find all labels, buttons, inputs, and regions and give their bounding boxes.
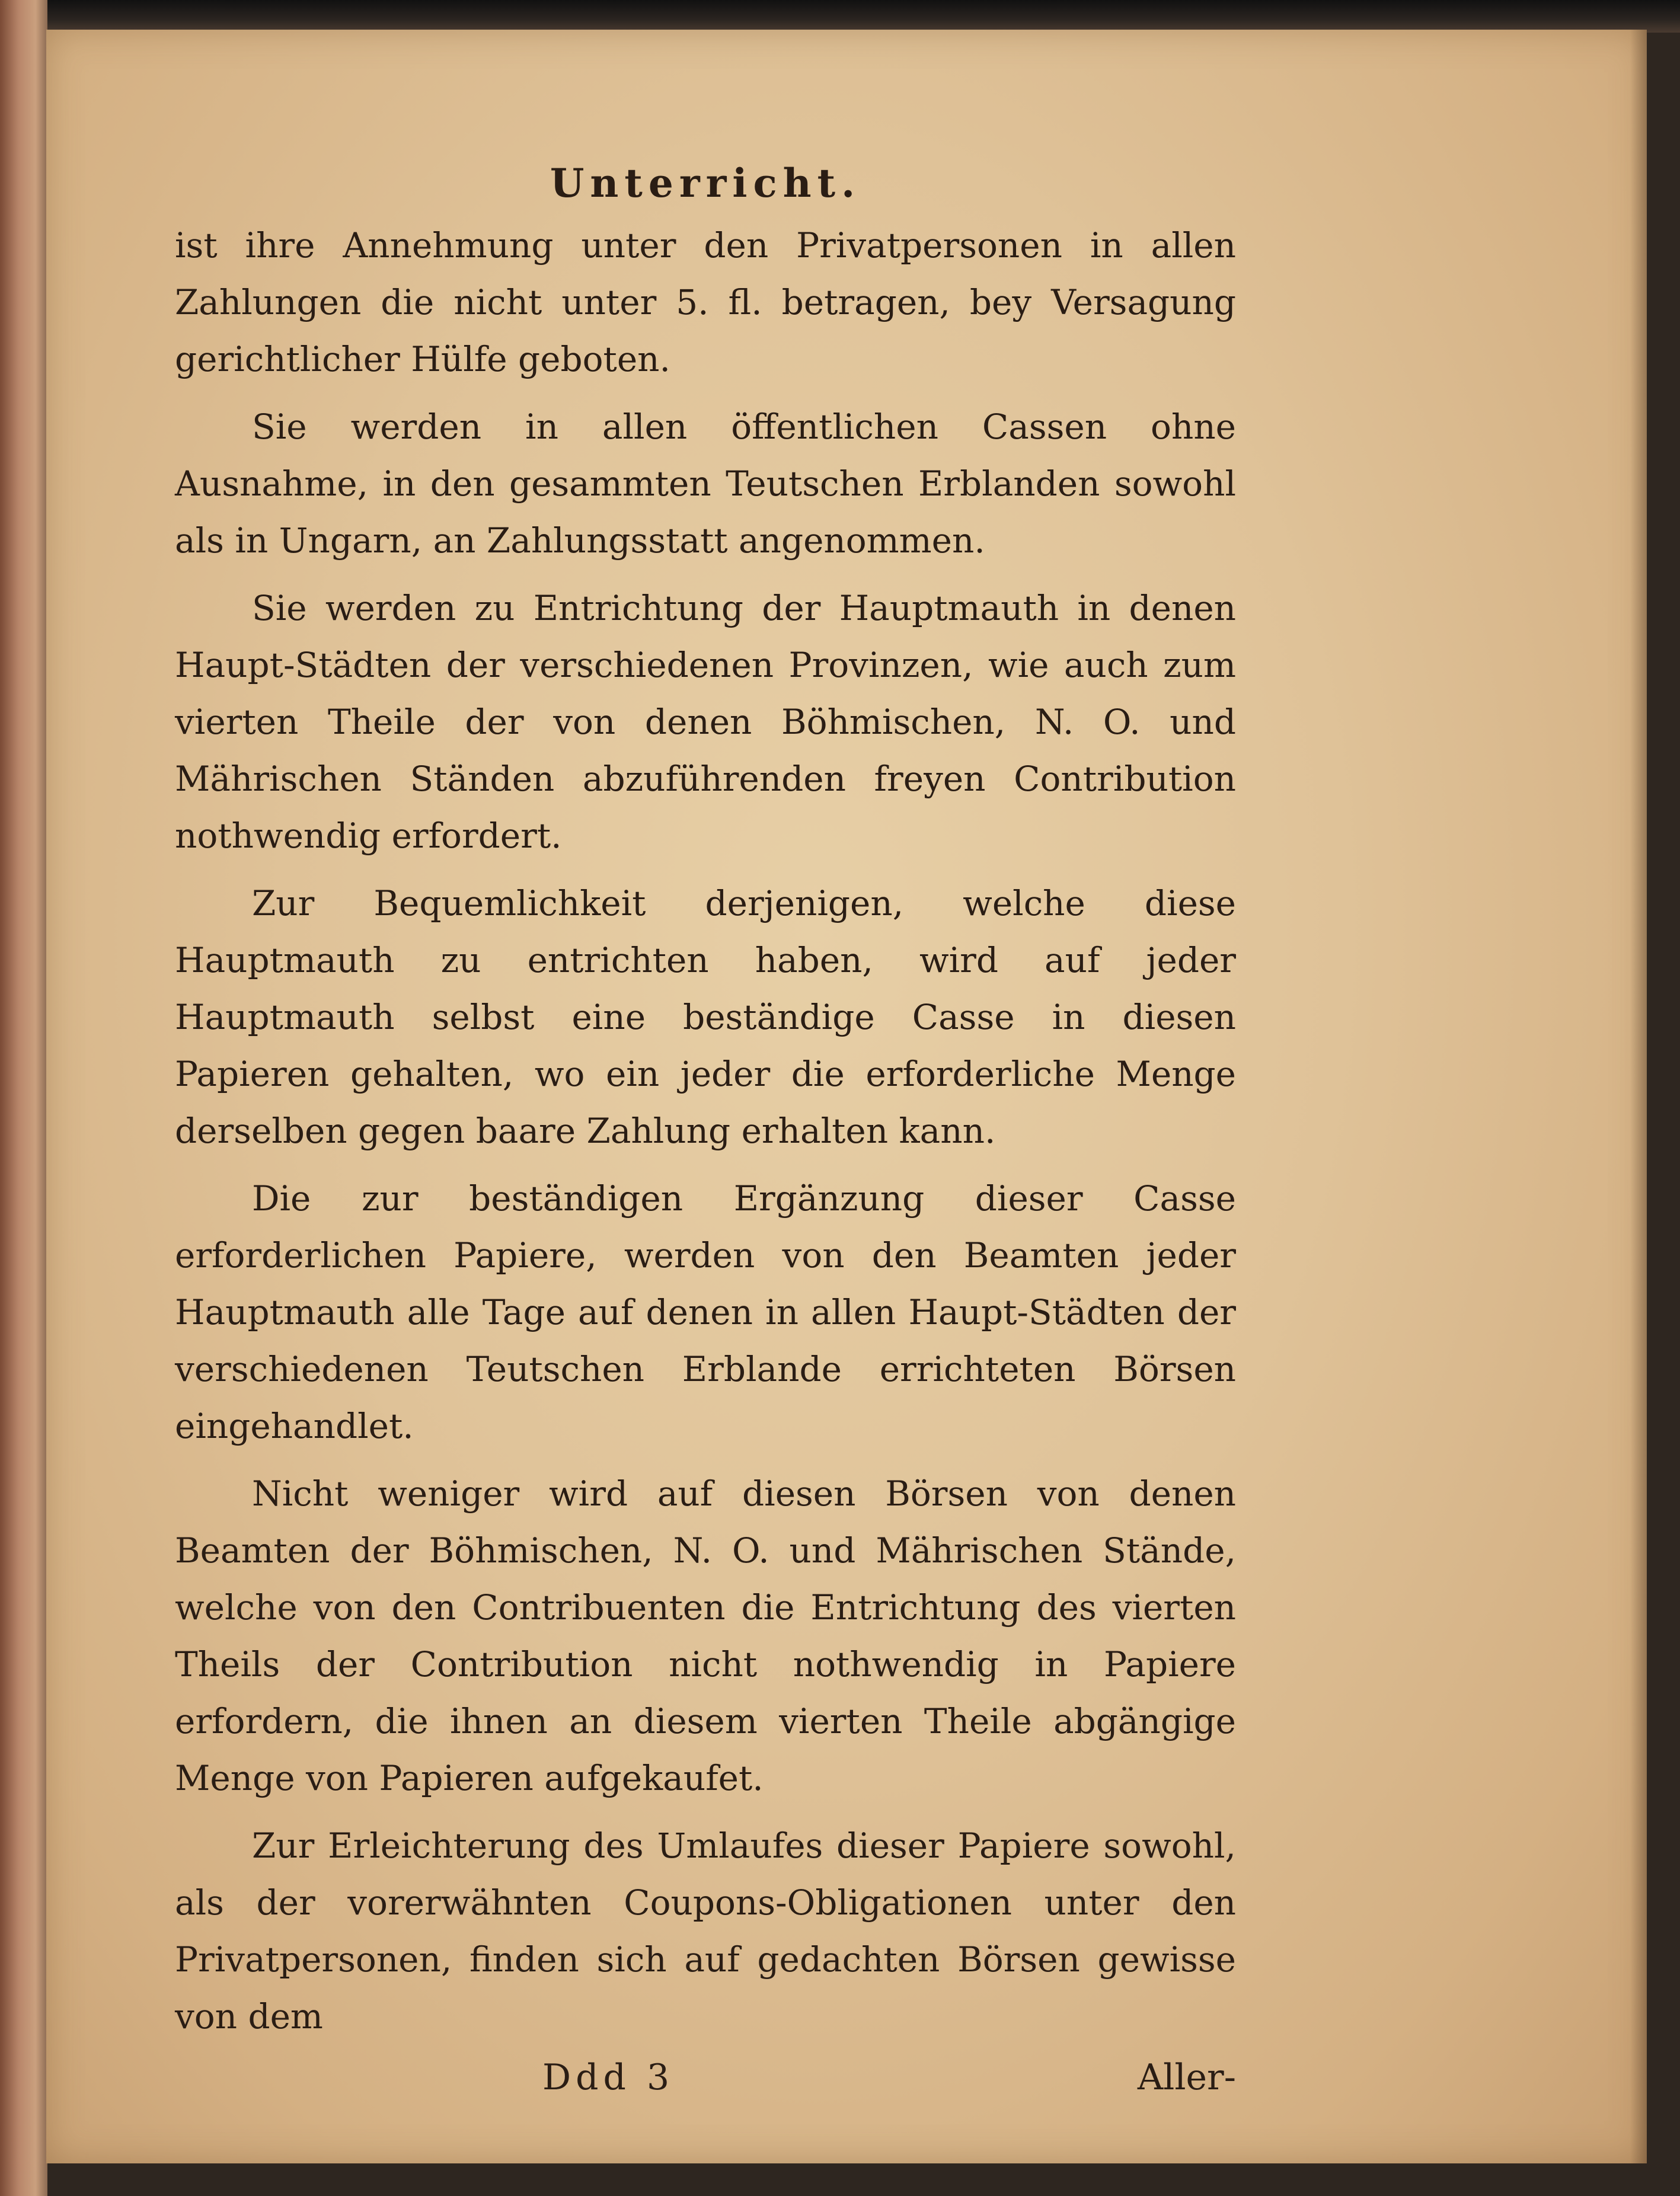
paragraph: ist ihre Annehmung unter den Privatpersonen in allen Zahlungen die nicht unter 5. fl. betragen, bey Versagung gerichtlicher Hülfe geboten.: [175, 225, 1236, 379]
page-footer: [175, 2057, 1236, 2110]
paragraph: Zur Bequemlichkeit derjenigen, welche diese Hauptmauth zu entrichten haben, wird auf jeder Hauptmauth selbst eine beständige Casse in diesen Papieren gehalten, wo ein jeder die erforderliche Menge derselben gegen baare Zahlung erhalten kann.: [175, 883, 1236, 1151]
page-edge-shadow: [1630, 30, 1647, 2163]
paragraph: Zur Erleichterung des Umlaufes dieser Papiere sowohl, als der vorerwähnten Coupons-Obligationen unter den Privatpersonen, finden sich auf gedachten Börsen gewisse von dem: [175, 1826, 1236, 2037]
text-block: [175, 160, 1236, 2110]
running-head: Unterricht.: [550, 160, 861, 206]
binding-top-strip: [0, 0, 1680, 33]
paragraph: Sie werden in allen öffentlichen Cassen ohne Ausnahme, in den gesammten Teutschen Erblanden sowohl als in Ungarn, an Zahlungsstatt angenommen.: [175, 407, 1236, 561]
signature-mark: Ddd 3: [542, 2057, 675, 2098]
paragraph: Die zur beständigen Ergänzung dieser Casse erforderlichen Papiere, werden von den Beamten jeder Hauptmauth alle Tage auf denen in allen Haupt-Städten der verschiedenen Teutschen Erblande errichteten Börsen eingehandlet.: [175, 1178, 1236, 1446]
catchword: Aller-: [1137, 2057, 1236, 2098]
book-spine-edge: [0, 0, 47, 2196]
paragraph: Sie werden zu Entrichtung der Hauptmauth in denen Haupt-Städten der verschiedenen Provinzen, wie auch zum vierten Theile der von denen Böhmischen, N. O. und Mährischen Ständen abzuführenden freyen Contribution nothwendig erfordert.: [175, 588, 1236, 856]
paragraph: Nicht weniger wird auf diesen Börsen von denen Beamten der Böhmischen, N. O. und Mährischen Stände, welche von den Contribuenten die Entrichtung des vierten Theils der Contribution nicht nothwendig in Papiere erfordern, die ihnen an diesem vierten Theile abgängige Menge von Papieren aufgekaufet.: [175, 1473, 1236, 1798]
